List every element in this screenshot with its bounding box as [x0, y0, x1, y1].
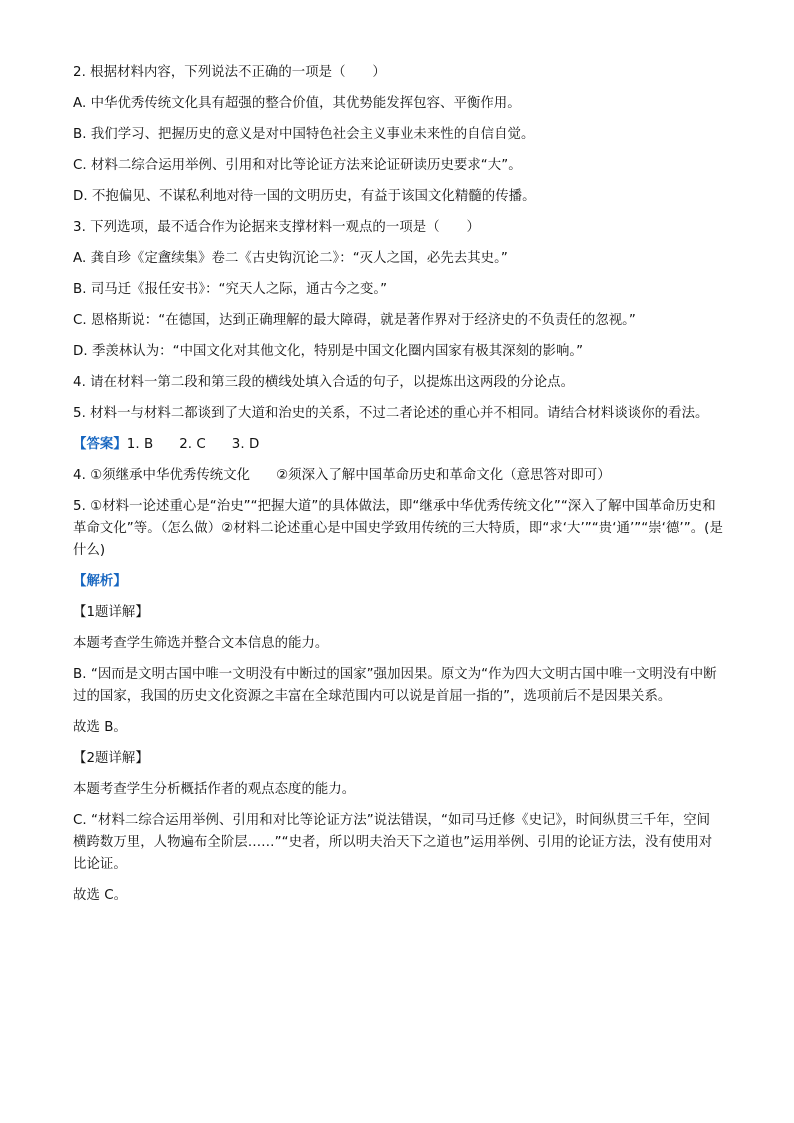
question-4: 4. 请在材料一第二段和第三段的横线处填入合适的句子，以提炼出这两段的分论点。 — [73, 375, 575, 390]
answer-1: 1. B — [126, 437, 154, 452]
question-3-option-c: C. 恩格斯说：“在德国，达到正确理解的最大障碍，就是著作界对于经济史的不负责任的忽视。” — [73, 313, 636, 328]
answer-2: 2. C — [179, 437, 206, 452]
answer-4-part-2: ②须深入了解中国革命历史和革命文化（意思答对即可） — [276, 468, 611, 483]
question-3: 3. 下列选项，最不适合作为论据来支撑材料一观点的一项是（ ） — [73, 220, 480, 235]
document-body — [73, 62, 723, 916]
detail-2-body: C. “材料二综合运用举例、引用和对比等论证方法”说法错误，“如司马迁修《史记》，时间纵贯三千年，空间横跨数万里，人物遍布全阶层……”“史者，所以明夫治天下之道也”运用举例、引用的论证方法，没有使用对比论证。 — [73, 813, 713, 872]
question-2-option-a: A. 中华优秀传统文化具有超强的整合价值，其优势能发挥包容、平衡作用。 — [73, 96, 521, 111]
answer-4 — [73, 465, 723, 496]
question-2-option-b: B. 我们学习、把握历史的意义是对中国特色社会主义事业未来性的自信自觉。 — [73, 127, 535, 142]
answer-4-part-1: 4. ①须继承中华优秀传统文化 — [73, 468, 251, 483]
analysis-tag: 【解析】 — [73, 574, 127, 589]
analysis-heading — [73, 571, 723, 602]
answer-line — [73, 434, 723, 465]
question-3-option-b: B. 司马迁《报任安书》：“究天人之际，通古今之变。” — [73, 282, 388, 297]
detail-1-body: B. “因而是文明古国中唯一文明没有中断过的国家”强加因果。原文为“作为四大文明古国中唯一文明没有中断过的国家，我国的历史文化资源之丰富在全球范围内可以说是首屈一指的”，选项前后不是因果关系。 — [73, 667, 717, 704]
detail-2-conclusion: 故选 C。 — [73, 888, 128, 903]
answer-5: 5. ①材料一论述重心是“治史”“把握大道”的具体做法，即“继承中华优秀传统文化”“深入了解中国革命历史和革命文化”等。（怎么做）②材料二论述重心是中国史学致用传统的三大特质，即“求‘大’”“贵‘通’”“崇‘德’”。(是什么) — [73, 499, 723, 558]
detail-1-conclusion: 故选 B。 — [73, 720, 127, 735]
question-2-option-d: D. 不抱偏见、不谋私利地对待一国的文明历史，有益于该国文化精髓的传播。 — [73, 189, 536, 204]
question-3-option-d: D. 季羡林认为：“中国文化对其他文化，特别是中国文化圈内国家有极其深刻的影响。” — [73, 344, 584, 359]
detail-1-intro: 本题考查学生筛选并整合文本信息的能力。 — [73, 636, 329, 651]
detail-2-intro: 本题考查学生分析概括作者的观点态度的能力。 — [73, 782, 356, 797]
detail-1-heading: 【1题详解】 — [73, 605, 149, 620]
question-3-option-a: A. 龚自珍《定盦续集》卷二《古史钩沉论二》：“灭人之国，必先去其史。” — [73, 251, 508, 266]
answer-tag: 【答案】 — [73, 437, 127, 452]
detail-2-heading: 【2题详解】 — [73, 751, 149, 766]
question-2: 2. 根据材料内容，下列说法不正确的一项是（ ） — [73, 65, 386, 80]
question-2-option-c: C. 材料二综合运用举例、引用和对比等论证方法来论证研读历史要求“大”。 — [73, 158, 522, 173]
question-5: 5. 材料一与材料二都谈到了大道和治史的关系，不过二者论述的重心并不相同。请结合材料谈谈你的看法。 — [73, 406, 709, 421]
answer-3: 3. D — [231, 437, 260, 452]
